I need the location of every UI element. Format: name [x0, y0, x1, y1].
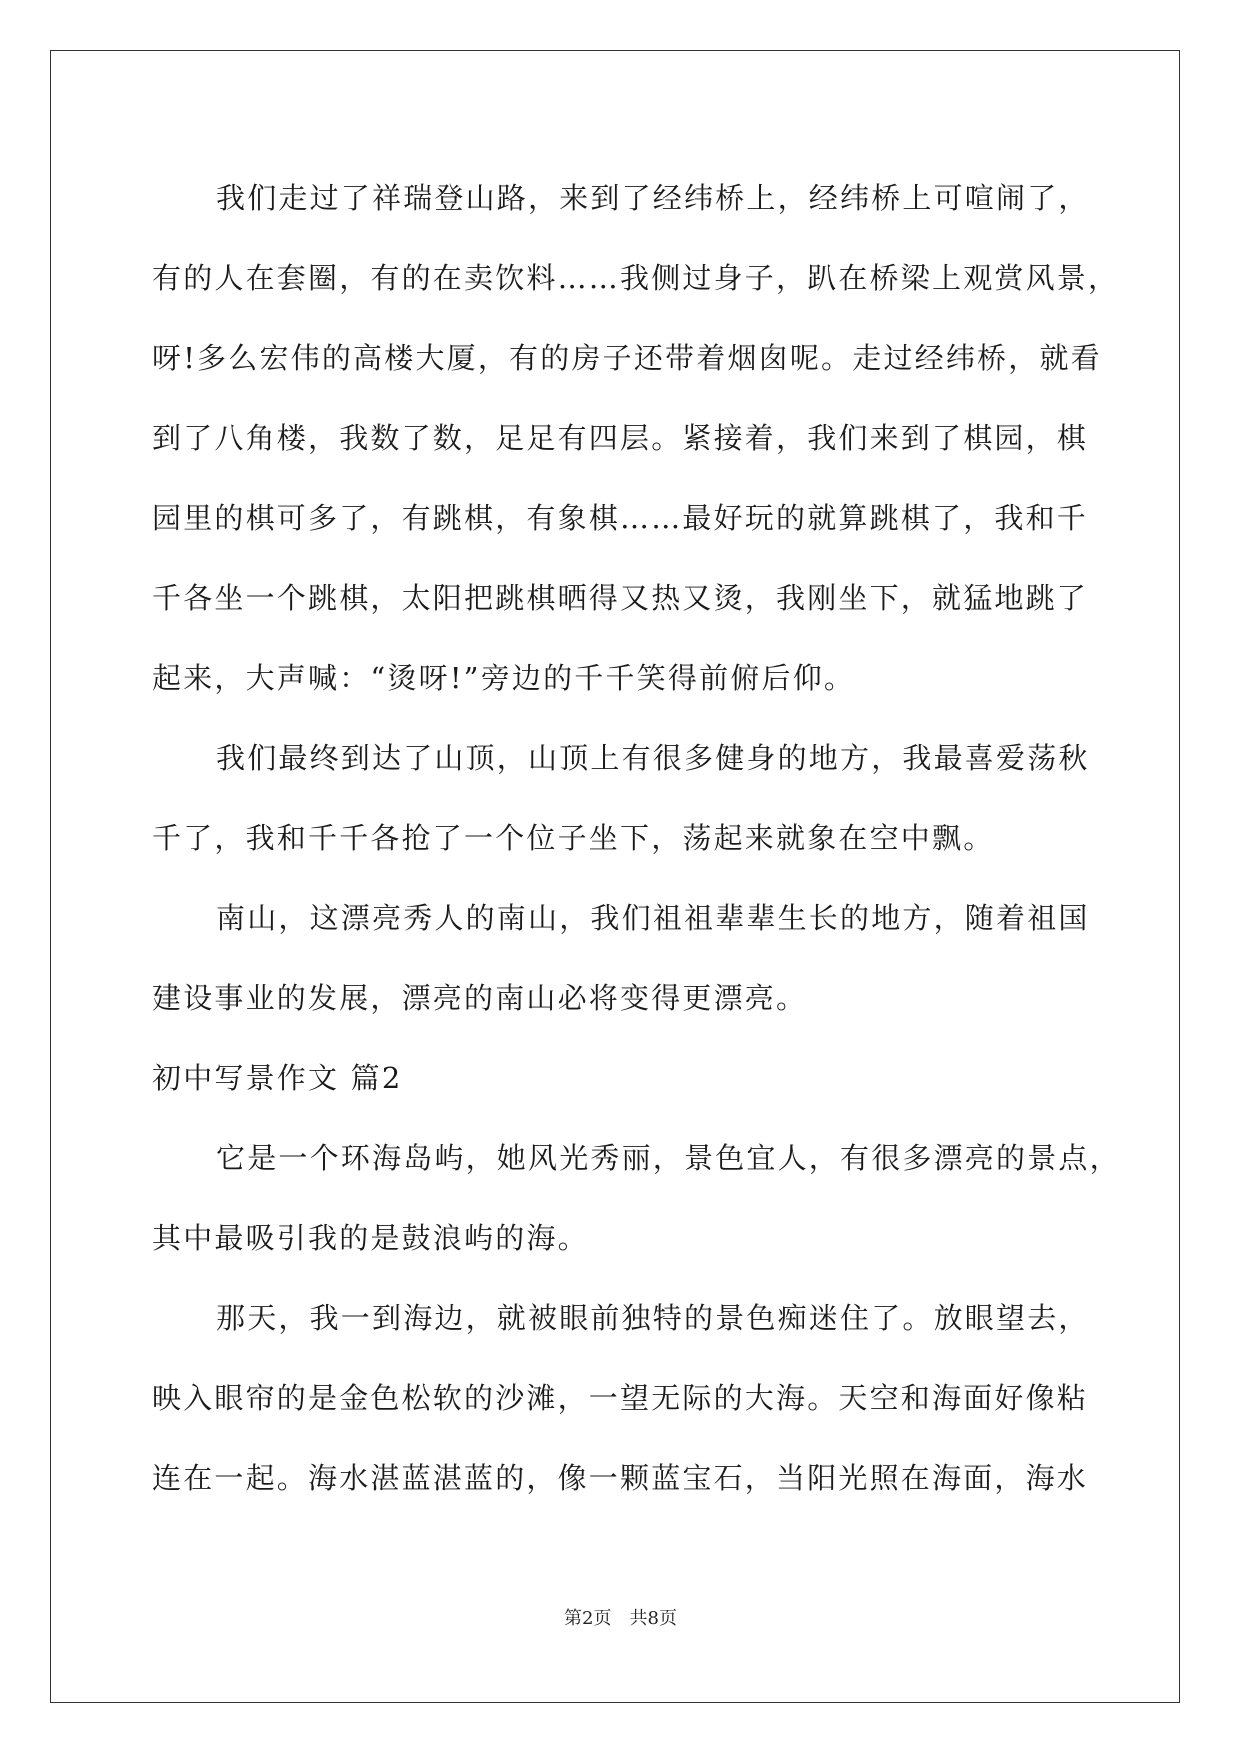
section-heading: 初中写景作文 篇2	[152, 1061, 403, 1095]
text-line: 到了八角楼，我数了数，足足有四层。紧接着，我们来到了棋园，棋	[152, 421, 1089, 455]
text-line: 其中最吸引我的是鼓浪屿的海。	[152, 1221, 589, 1255]
text-line: 它是一个环海岛屿，她风光秀丽，景色宜人，有很多漂亮的景点，	[216, 1141, 1121, 1175]
text-line: 有的人在套圈，有的在卖饮料……我侧过身子，趴在桥梁上观赏风景，	[152, 261, 1120, 295]
text-line: 起来，大声喊：“烫呀!”旁边的千千笑得前俯后仰。	[152, 661, 856, 695]
text-line: 那天，我一到海边，就被眼前独特的景色痴迷住了。放眼望去，	[216, 1301, 1090, 1335]
text-line: 映入眼帘的是金色松软的沙滩，一望无际的大海。天空和海面好像粘	[152, 1381, 1089, 1415]
text-line: 千各坐一个跳棋，太阳把跳棋晒得又热又烫，我刚坐下，就猛地跳了	[152, 581, 1089, 615]
text-line: 连在一起。海水湛蓝湛蓝的，像一颗蓝宝石，当阳光照在海面，海水	[152, 1461, 1089, 1495]
page-number: 第2页 共8页	[564, 1608, 677, 1629]
text-line: 建设事业的发展，漂亮的南山必将变得更漂亮。	[152, 981, 808, 1015]
text-line: 千了，我和千千各抢了一个位子坐下，荡起来就象在空中飘。	[152, 821, 995, 855]
text-line: 南山，这漂亮秀人的南山，我们祖祖辈辈生长的地方，随着祖国	[216, 901, 1090, 935]
text-line: 园里的棋可多了，有跳棋，有象棋……最好玩的就算跳棋了，我和千	[152, 501, 1089, 535]
document-body	[152, 158, 1121, 1518]
text-line: 我们走过了祥瑞登山路，来到了经纬桥上，经纬桥上可喧闹了，	[216, 181, 1090, 215]
text-line: 我们最终到达了山顶，山顶上有很多健身的地方，我最喜爱荡秋	[216, 741, 1090, 775]
text-line: 呀!多么宏伟的高楼大厦，有的房子还带着烟囱呢。走过经纬桥，就看	[152, 341, 1102, 375]
